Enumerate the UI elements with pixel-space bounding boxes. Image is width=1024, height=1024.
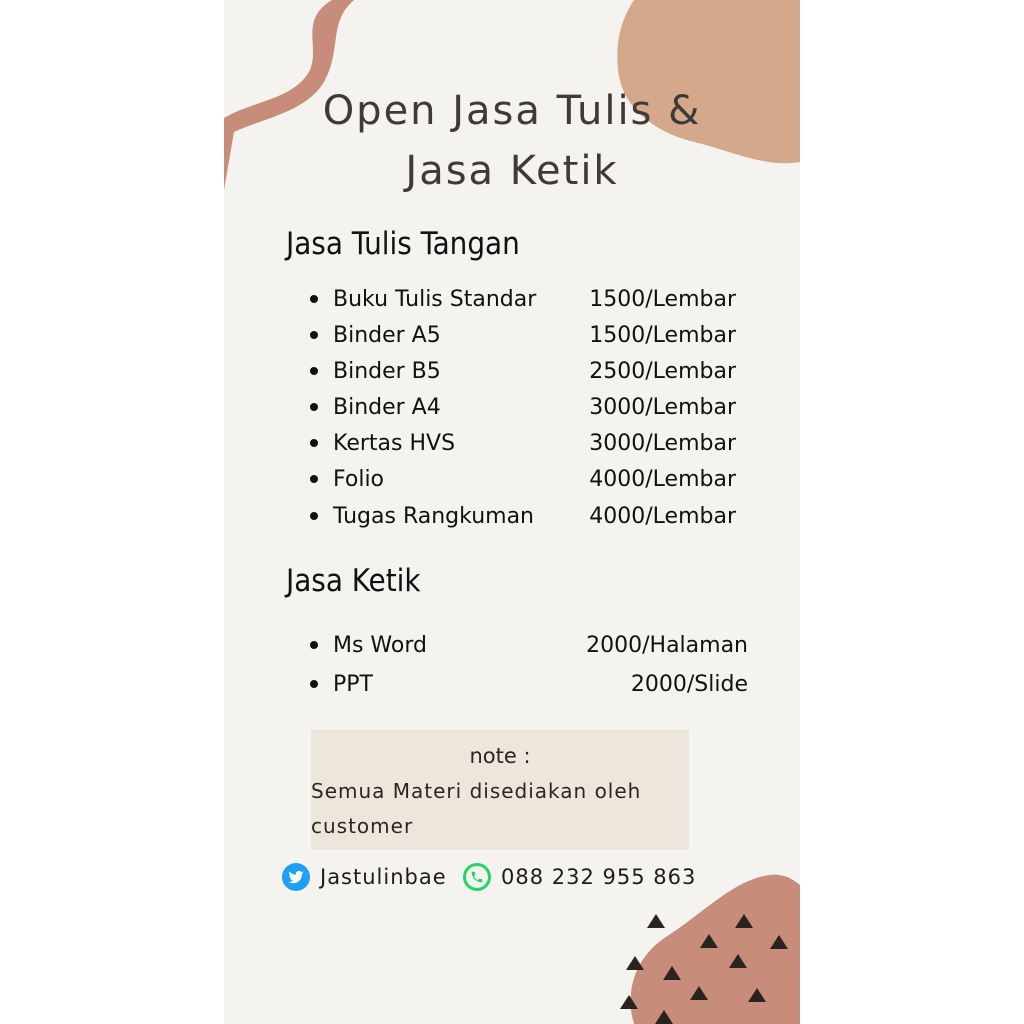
item-name: Binder A5 <box>333 322 441 348</box>
list-item <box>310 353 736 389</box>
item-price: 4000/Lembar <box>589 503 736 529</box>
list-item <box>310 666 748 702</box>
twitter-handle: Jastulinbae <box>320 865 447 889</box>
note-box <box>311 730 689 850</box>
bullet-icon <box>310 403 318 411</box>
item-price: 2500/Lembar <box>589 358 736 384</box>
list-item <box>310 627 748 663</box>
peach-blob-shape <box>617 0 800 163</box>
bullet-icon <box>310 295 318 303</box>
item-name: PPT <box>333 671 373 697</box>
list-item <box>310 281 736 317</box>
item-price: 3000/Lembar <box>589 430 736 456</box>
terracotta-blob-shape <box>631 875 800 1024</box>
note-body: Semua Materi disediakan oleh customer <box>311 779 642 838</box>
item-name: Binder A4 <box>333 394 441 420</box>
item-name: Kertas HVS <box>333 430 456 456</box>
whatsapp-contact[interactable] <box>463 860 696 894</box>
section-heading-tulis: Jasa Tulis Tangan <box>286 226 520 262</box>
bullet-icon <box>310 680 318 688</box>
item-price: 2000/Halaman <box>586 632 748 658</box>
item-name: Tugas Rangkuman <box>333 503 534 529</box>
bullet-icon <box>310 367 318 375</box>
list-item <box>310 317 736 353</box>
twitter-contact[interactable] <box>282 860 447 894</box>
twitter-bird-icon <box>282 863 310 891</box>
item-name: Ms Word <box>333 632 427 658</box>
item-name: Folio <box>333 466 385 492</box>
item-name: Buku Tulis Standar <box>333 286 537 312</box>
page-title-line1: Open Jasa Tulis & <box>322 88 702 134</box>
page-title-line2: Jasa Ketik <box>405 148 619 194</box>
list-item <box>310 461 736 497</box>
note-title: note : <box>469 744 531 768</box>
item-price: 1500/Lembar <box>589 322 736 348</box>
list-item <box>310 425 736 461</box>
bullet-icon <box>310 641 318 649</box>
item-name: Binder B5 <box>333 358 441 384</box>
item-price: 3000/Lembar <box>589 394 736 420</box>
item-price: 4000/Lembar <box>589 466 736 492</box>
bullet-icon <box>310 512 318 520</box>
section-heading-ketik: Jasa Ketik <box>286 563 421 599</box>
list-item <box>310 389 736 425</box>
bullet-icon <box>310 475 318 483</box>
whatsapp-phone-icon <box>463 863 491 891</box>
item-price: 2000/Slide <box>630 671 748 697</box>
whatsapp-number: 088 232 955 863 <box>501 865 697 889</box>
bullet-icon <box>310 439 318 447</box>
list-item <box>310 498 736 534</box>
poster-card <box>224 0 800 1024</box>
item-price: 1500/Lembar <box>589 286 736 312</box>
bullet-icon <box>310 331 318 339</box>
